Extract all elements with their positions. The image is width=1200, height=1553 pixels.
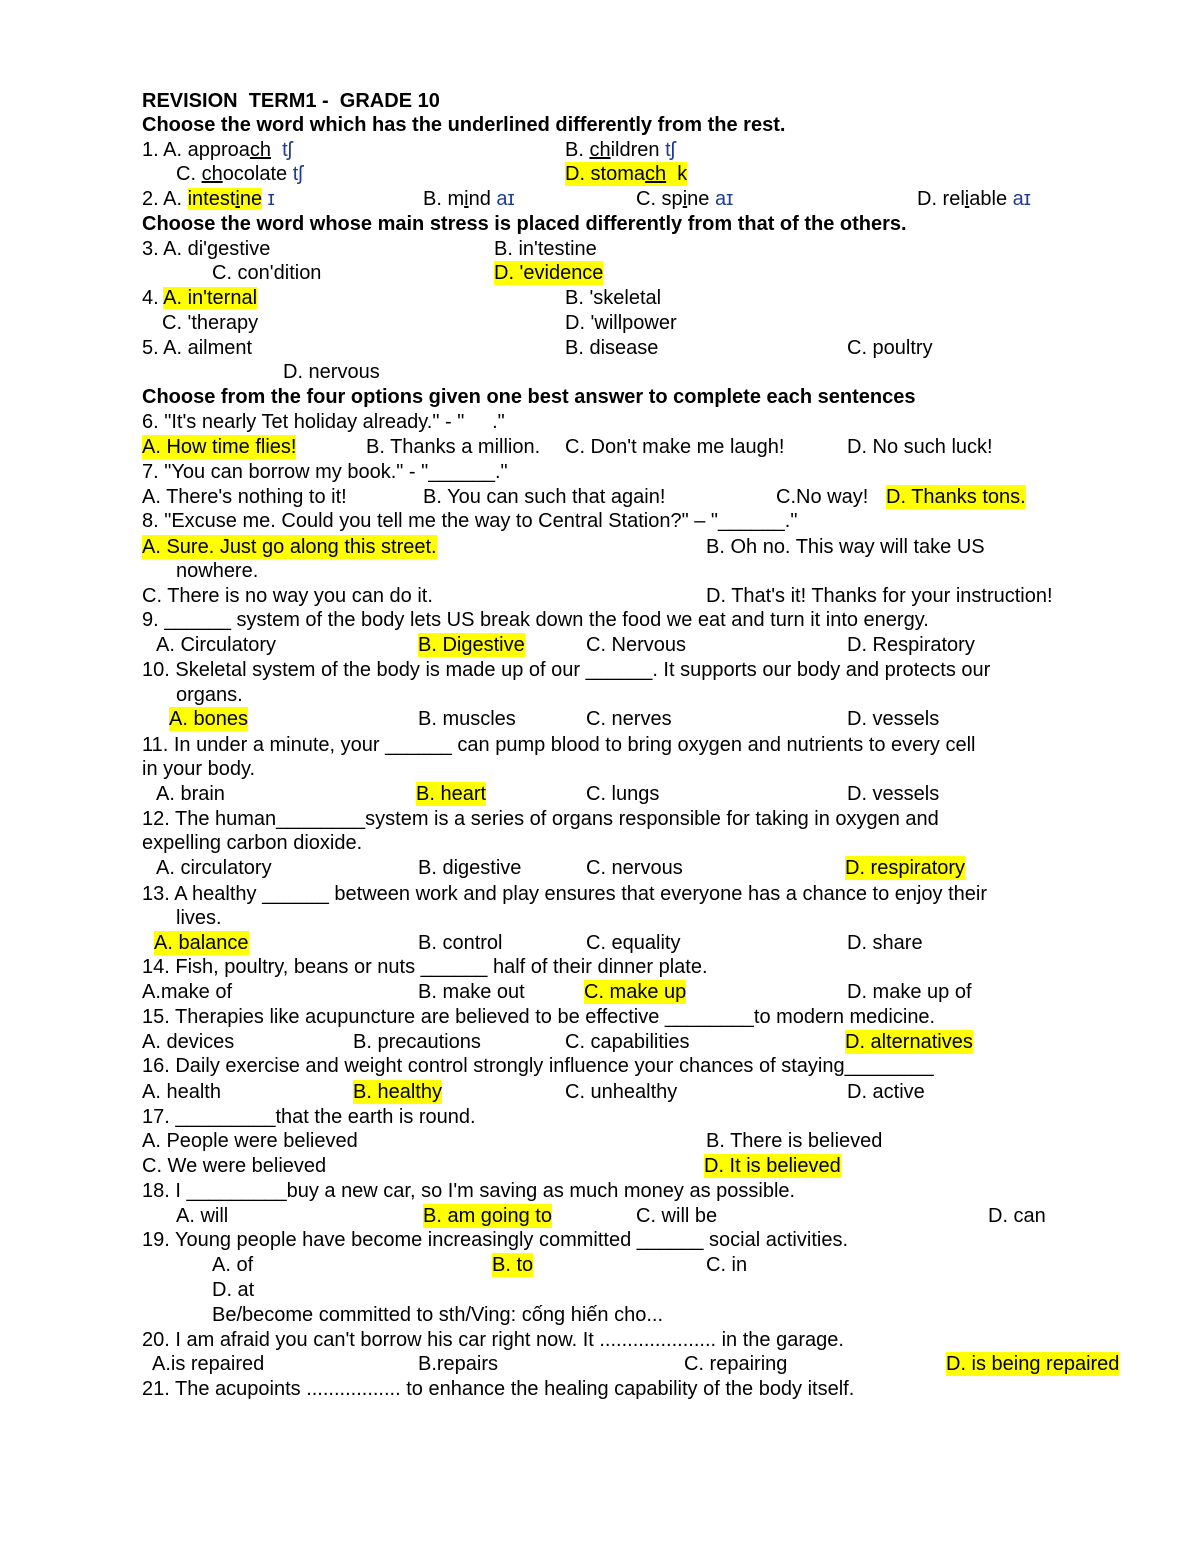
q21-stem: 21. The acupoints ................. to enhance the healing capability of the body itself.	[142, 1378, 855, 1400]
q19-option-a: A. of	[212, 1254, 254, 1276]
q15-option-a: A. devices	[142, 1031, 235, 1053]
q15-option-b: B. precautions	[353, 1031, 481, 1053]
q4-option-a: 4. A. in'ternal	[142, 287, 258, 309]
q17-stem: 17. _________that the earth is round.	[142, 1106, 476, 1128]
q8-stem: 8. "Excuse me. Could you tell me the way to Central Station?" – "______."	[142, 510, 798, 532]
q20-stem: 20. I am afraid you can't borrow his car right now. It ..................... in the garage.	[142, 1329, 844, 1351]
q19-option-c: C. in	[706, 1254, 748, 1276]
q14-option-c: C. make up	[584, 981, 687, 1003]
q2-option-d: D. reliable aɪ	[917, 188, 1031, 210]
q18-option-b: B. am going to	[423, 1205, 552, 1227]
q10-option-b: B. muscles	[418, 708, 516, 730]
q5-option-b: B. disease	[565, 337, 659, 359]
q16-option-a: A. health	[142, 1081, 221, 1103]
q6-option-c: C. Don't make me laugh!	[565, 436, 785, 458]
instruction-sentences: Choose from the four options given one best answer to complete each sentences	[142, 386, 916, 408]
q1-option-a: 1. A. approach tʃ	[142, 139, 293, 161]
q7-option-a: A. There's nothing to it!	[142, 486, 347, 508]
q17-option-b: B. There is believed	[706, 1130, 883, 1152]
q11-stem-cont: in your body.	[142, 758, 256, 780]
q13-option-d: D. share	[847, 932, 923, 954]
q2-option-a: 2. A. intestine ɪ	[142, 188, 275, 210]
q13-stem: 13. A healthy ______ between work and play ensures that everyone has a chance to enjoy their	[142, 883, 988, 905]
q17-option-a: A. People were believed	[142, 1130, 358, 1152]
q10-stem-cont: organs.	[176, 684, 243, 706]
q16-option-c: C. unhealthy	[565, 1081, 678, 1103]
q10-option-d: D. vessels	[847, 708, 940, 730]
q13-option-a: A. balance	[154, 932, 249, 954]
q20-option-c: C. repairing	[684, 1353, 788, 1375]
q11-option-c: C. lungs	[586, 783, 660, 805]
q15-option-d: D. alternatives	[845, 1031, 973, 1053]
q7-option-d: D. Thanks tons.	[886, 486, 1026, 508]
q6-option-d: D. No such luck!	[847, 436, 993, 458]
q5-option-a: 5. A. ailment	[142, 337, 253, 359]
q16-option-b: B. healthy	[353, 1081, 442, 1103]
q3-option-c: C. con'dition	[212, 262, 322, 284]
q12-option-c: C. nervous	[586, 857, 683, 879]
q6-option-b: B. Thanks a million.	[366, 436, 541, 458]
q18-option-c: C. will be	[636, 1205, 718, 1227]
q13-stem-cont: lives.	[176, 907, 222, 929]
q12-option-b: B. digestive	[418, 857, 522, 879]
q4-option-b: B. 'skeletal	[565, 287, 662, 309]
q15-stem: 15. Therapies like acupuncture are believed to be effective ________to modern medicine.	[142, 1006, 936, 1028]
q14-option-b: B. make out	[418, 981, 525, 1003]
q1-option-c: C. chocolate tʃ	[176, 163, 303, 185]
q17-option-c: C. We were believed	[142, 1155, 327, 1177]
q9-stem: 9. ______ system of the body lets US break down the food we eat and turn it into energy.	[142, 609, 929, 631]
q11-option-d: D. vessels	[847, 783, 940, 805]
q6-option-a: A. How time flies!	[142, 436, 297, 458]
q3-option-d: D. 'evidence	[494, 262, 604, 284]
q17-option-d: D. It is believed	[704, 1155, 841, 1177]
q7-option-b: B. You can such that again!	[423, 486, 666, 508]
q12-option-a: A. circulatory	[156, 857, 272, 879]
instruction-pronunciation: Choose the word which has the underlined differently from the rest.	[142, 114, 786, 136]
q19-note: Be/become committed to sth/Ving: cống hiến cho...	[212, 1304, 663, 1326]
q11-stem: 11. In under a minute, your ______ can pump blood to bring oxygen and nutrients to every cell	[142, 734, 976, 756]
q10-stem: 10. Skeletal system of the body is made up of our ______. It supports our body and protects our	[142, 659, 991, 681]
q8-option-a: A. Sure. Just go along this street.	[142, 536, 437, 558]
q13-option-c: C. equality	[586, 932, 681, 954]
q18-option-d: D. can	[988, 1205, 1046, 1227]
q2-option-c: C. spine aɪ	[636, 188, 734, 210]
q20-option-d: D. is being repaired	[946, 1353, 1120, 1375]
q11-option-b: B. heart	[416, 783, 487, 805]
q6-stem: 6. "It's nearly Tet holiday already." - " ."	[142, 411, 505, 433]
q11-option-a: A. brain	[156, 783, 225, 805]
q7-stem: 7. "You can borrow my book." - "______."	[142, 461, 508, 483]
q3-option-b: B. in'testine	[494, 238, 597, 260]
q20-option-b: B.repairs	[418, 1353, 499, 1375]
q15-option-c: C. capabilities	[565, 1031, 690, 1053]
q12-option-d: D. respiratory	[845, 857, 966, 879]
q8-option-d: D. That's it! Thanks for your instruction!	[706, 585, 1053, 607]
q8-option-b: B. Oh no. This way will take US	[706, 536, 985, 558]
q9-option-a: A. Circulatory	[156, 634, 277, 656]
q1-option-d: D. stomach k	[565, 163, 688, 185]
q9-option-d: D. Respiratory	[847, 634, 975, 656]
q7-option-c: C.No way!	[776, 486, 869, 508]
q9-option-b: B. Digestive	[418, 634, 525, 656]
q8-option-b-cont: nowhere.	[176, 560, 259, 582]
instruction-stress: Choose the word whose main stress is placed differently from that of the others.	[142, 213, 907, 235]
q19-option-d: D. at	[212, 1279, 255, 1301]
q16-stem: 16. Daily exercise and weight control strongly influence your chances of staying________	[142, 1055, 934, 1077]
q16-option-d: D. active	[847, 1081, 925, 1103]
q4-option-c: C. 'therapy	[162, 312, 259, 334]
q18-stem: 18. I _________buy a new car, so I'm saving as much money as possible.	[142, 1180, 796, 1202]
q10-option-c: C. nerves	[586, 708, 672, 730]
q20-option-a: A.is repaired	[152, 1353, 265, 1375]
q5-option-d: D. nervous	[283, 361, 380, 383]
q14-stem: 14. Fish, poultry, beans or nuts ______ half of their dinner plate.	[142, 956, 708, 978]
q2-option-b: B. mind aɪ	[423, 188, 515, 210]
page-title: REVISION TERM1 - GRADE 10	[142, 90, 440, 112]
q8-option-c: C. There is no way you can do it.	[142, 585, 433, 607]
q12-stem: 12. The human________system is a series of organs responsible for taking in oxygen and	[142, 808, 939, 830]
q4-option-d: D. 'willpower	[565, 312, 677, 334]
q3-option-a: 3. A. di'gestive	[142, 238, 271, 260]
q18-option-a: A. will	[176, 1205, 229, 1227]
q1-option-b: B. children tʃ	[565, 139, 676, 161]
q9-option-c: C. Nervous	[586, 634, 687, 656]
q12-stem-cont: expelling carbon dioxide.	[142, 832, 363, 854]
q14-option-d: D. make up of	[847, 981, 972, 1003]
q10-option-a: A. bones	[169, 708, 248, 730]
q19-option-b: B. to	[492, 1254, 534, 1276]
q19-stem: 19. Young people have become increasingly committed ______ social activities.	[142, 1229, 848, 1251]
q14-option-a: A.make of	[142, 981, 233, 1003]
q13-option-b: B. control	[418, 932, 503, 954]
q5-option-c: C. poultry	[847, 337, 933, 359]
